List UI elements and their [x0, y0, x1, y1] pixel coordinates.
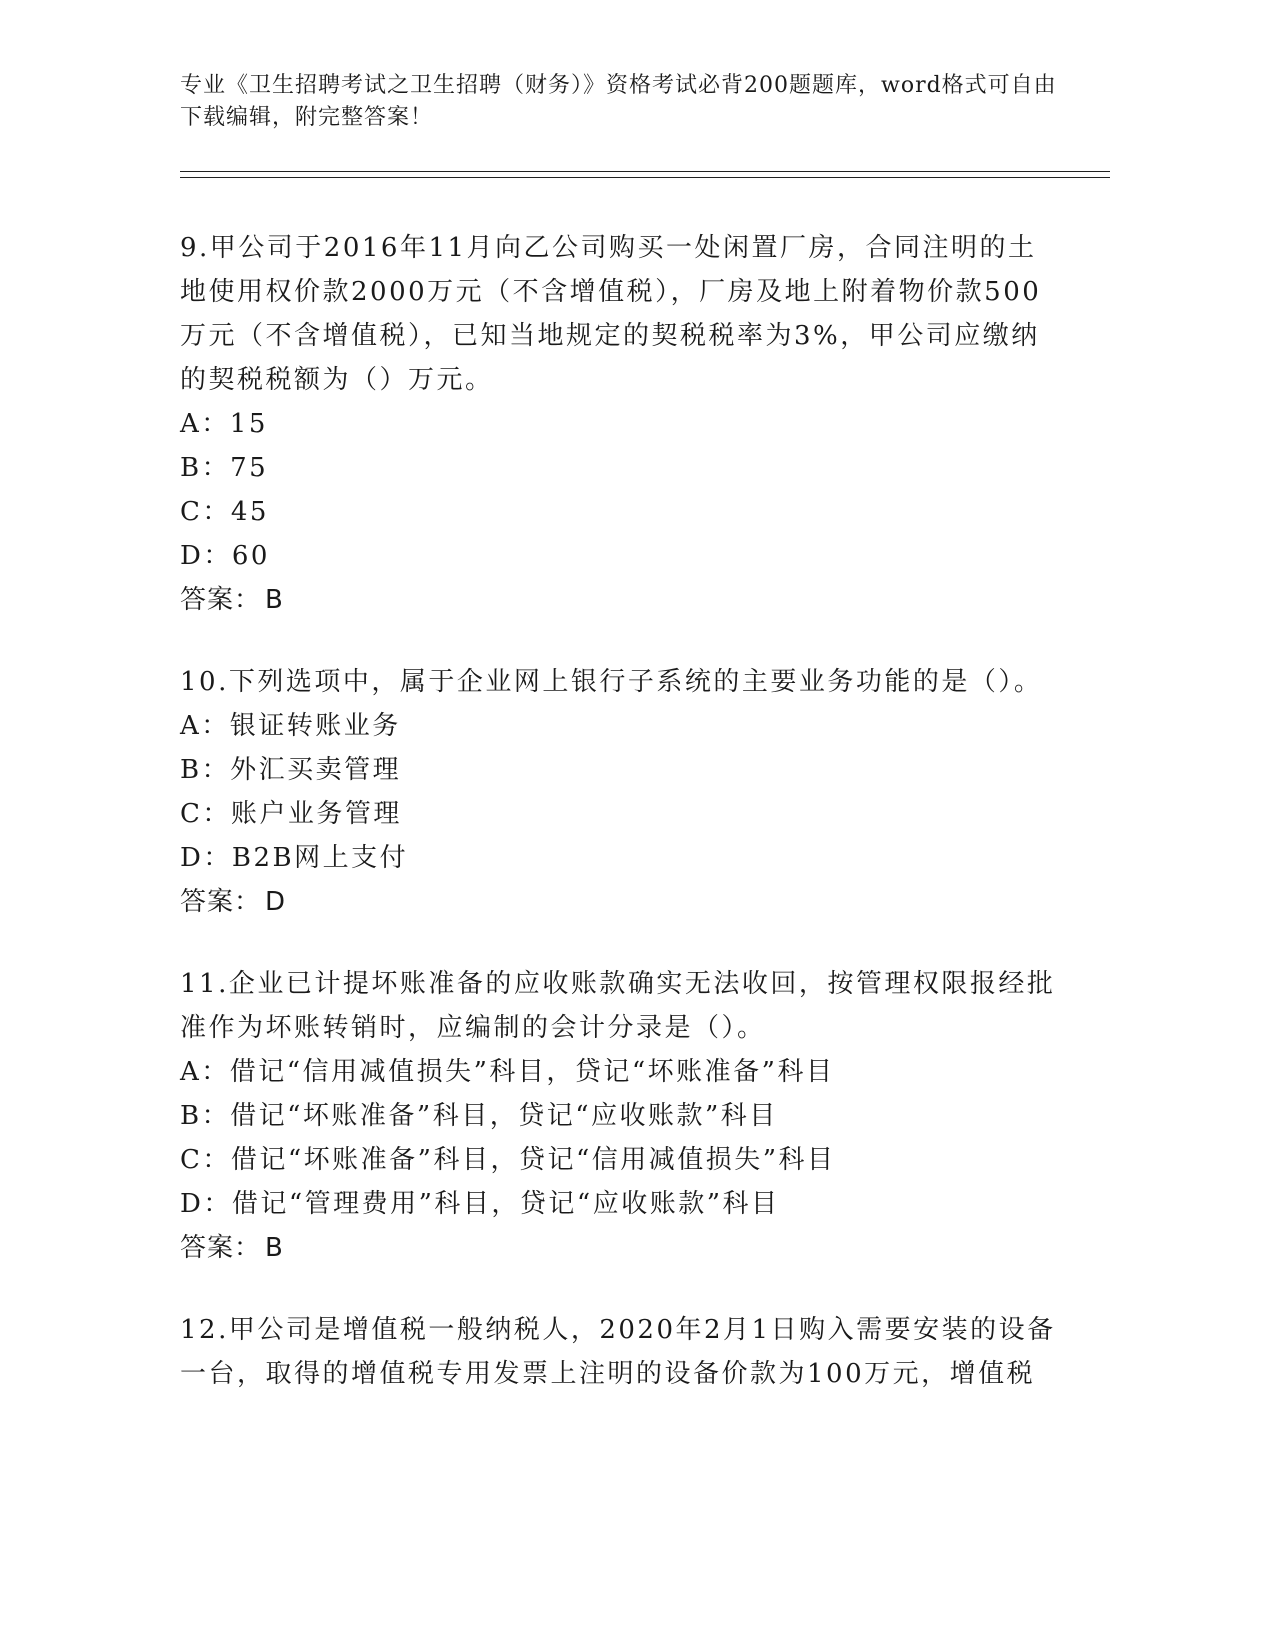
answer-value: B [265, 1233, 284, 1263]
option-a: A：借记“信用减值损失”科目，贷记“坏账准备”科目 [180, 1057, 835, 1087]
question-text: 10.下列选项中，属于企业网上银行子系统的主要业务功能的是（）。 [180, 667, 1043, 697]
question-9 [180, 226, 1060, 622]
document-header: 专业《卫生招聘考试之卫生招聘（财务）》资格考试必背200题题库，word格式可自由下载编辑，附完整答案！ [180, 73, 1057, 130]
option-c: C：借记“坏账准备”科目，贷记“信用减值损失”科目 [180, 1145, 836, 1175]
question-list [180, 226, 1060, 1434]
header-divider-bottom [180, 177, 1110, 178]
option-d: D：借记“管理费用”科目，贷记“应收账款”科目 [180, 1189, 780, 1219]
answer-value: D [265, 887, 287, 917]
option-d: D：B2B网上支付 [180, 843, 409, 873]
option-c: C：账户业务管理 [180, 799, 402, 829]
option-b: B：借记“坏账准备”科目，贷记“应收账款”科目 [180, 1101, 778, 1131]
answer-label: 答案： [180, 585, 262, 615]
option-b: B：75 [180, 453, 269, 483]
answer-label: 答案： [180, 887, 262, 917]
option-c: C：45 [180, 497, 269, 527]
answer-label: 答案： [180, 1233, 262, 1263]
option-b: B：外汇买卖管理 [180, 755, 402, 785]
header-divider-top [180, 171, 1110, 172]
answer-value: B [265, 585, 284, 615]
option-d: D：60 [180, 541, 270, 571]
answer-line [180, 880, 1060, 924]
answer-line [180, 1226, 1060, 1270]
option-a: A：银证转账业务 [180, 711, 401, 741]
question-text: 11.企业已计提坏账准备的应收账款确实无法收回，按管理权限报经批准作为坏账转销时，应编制的会计分录是（）。 [180, 969, 1056, 1043]
question-12 [180, 1308, 1060, 1396]
question-11 [180, 962, 1060, 1270]
answer-line [180, 578, 1060, 622]
option-a: A：15 [180, 409, 268, 439]
question-10 [180, 660, 1060, 924]
question-text: 12.甲公司是增值税一般纳税人，2020年2月1日购入需要安装的设备一台，取得的增值税专用发票上注明的设备价款为100万元，增值税 [180, 1315, 1056, 1389]
question-text: 9.甲公司于2016年11月向乙公司购买一处闲置厂房，合同注明的土地使用权价款2000万元（不含增值税），厂房及地上附着物价款500万元（不含增值税），已知当地规定的契税税率为3%，甲公司应缴纳的契税税额为（）万元。 [180, 233, 1042, 395]
